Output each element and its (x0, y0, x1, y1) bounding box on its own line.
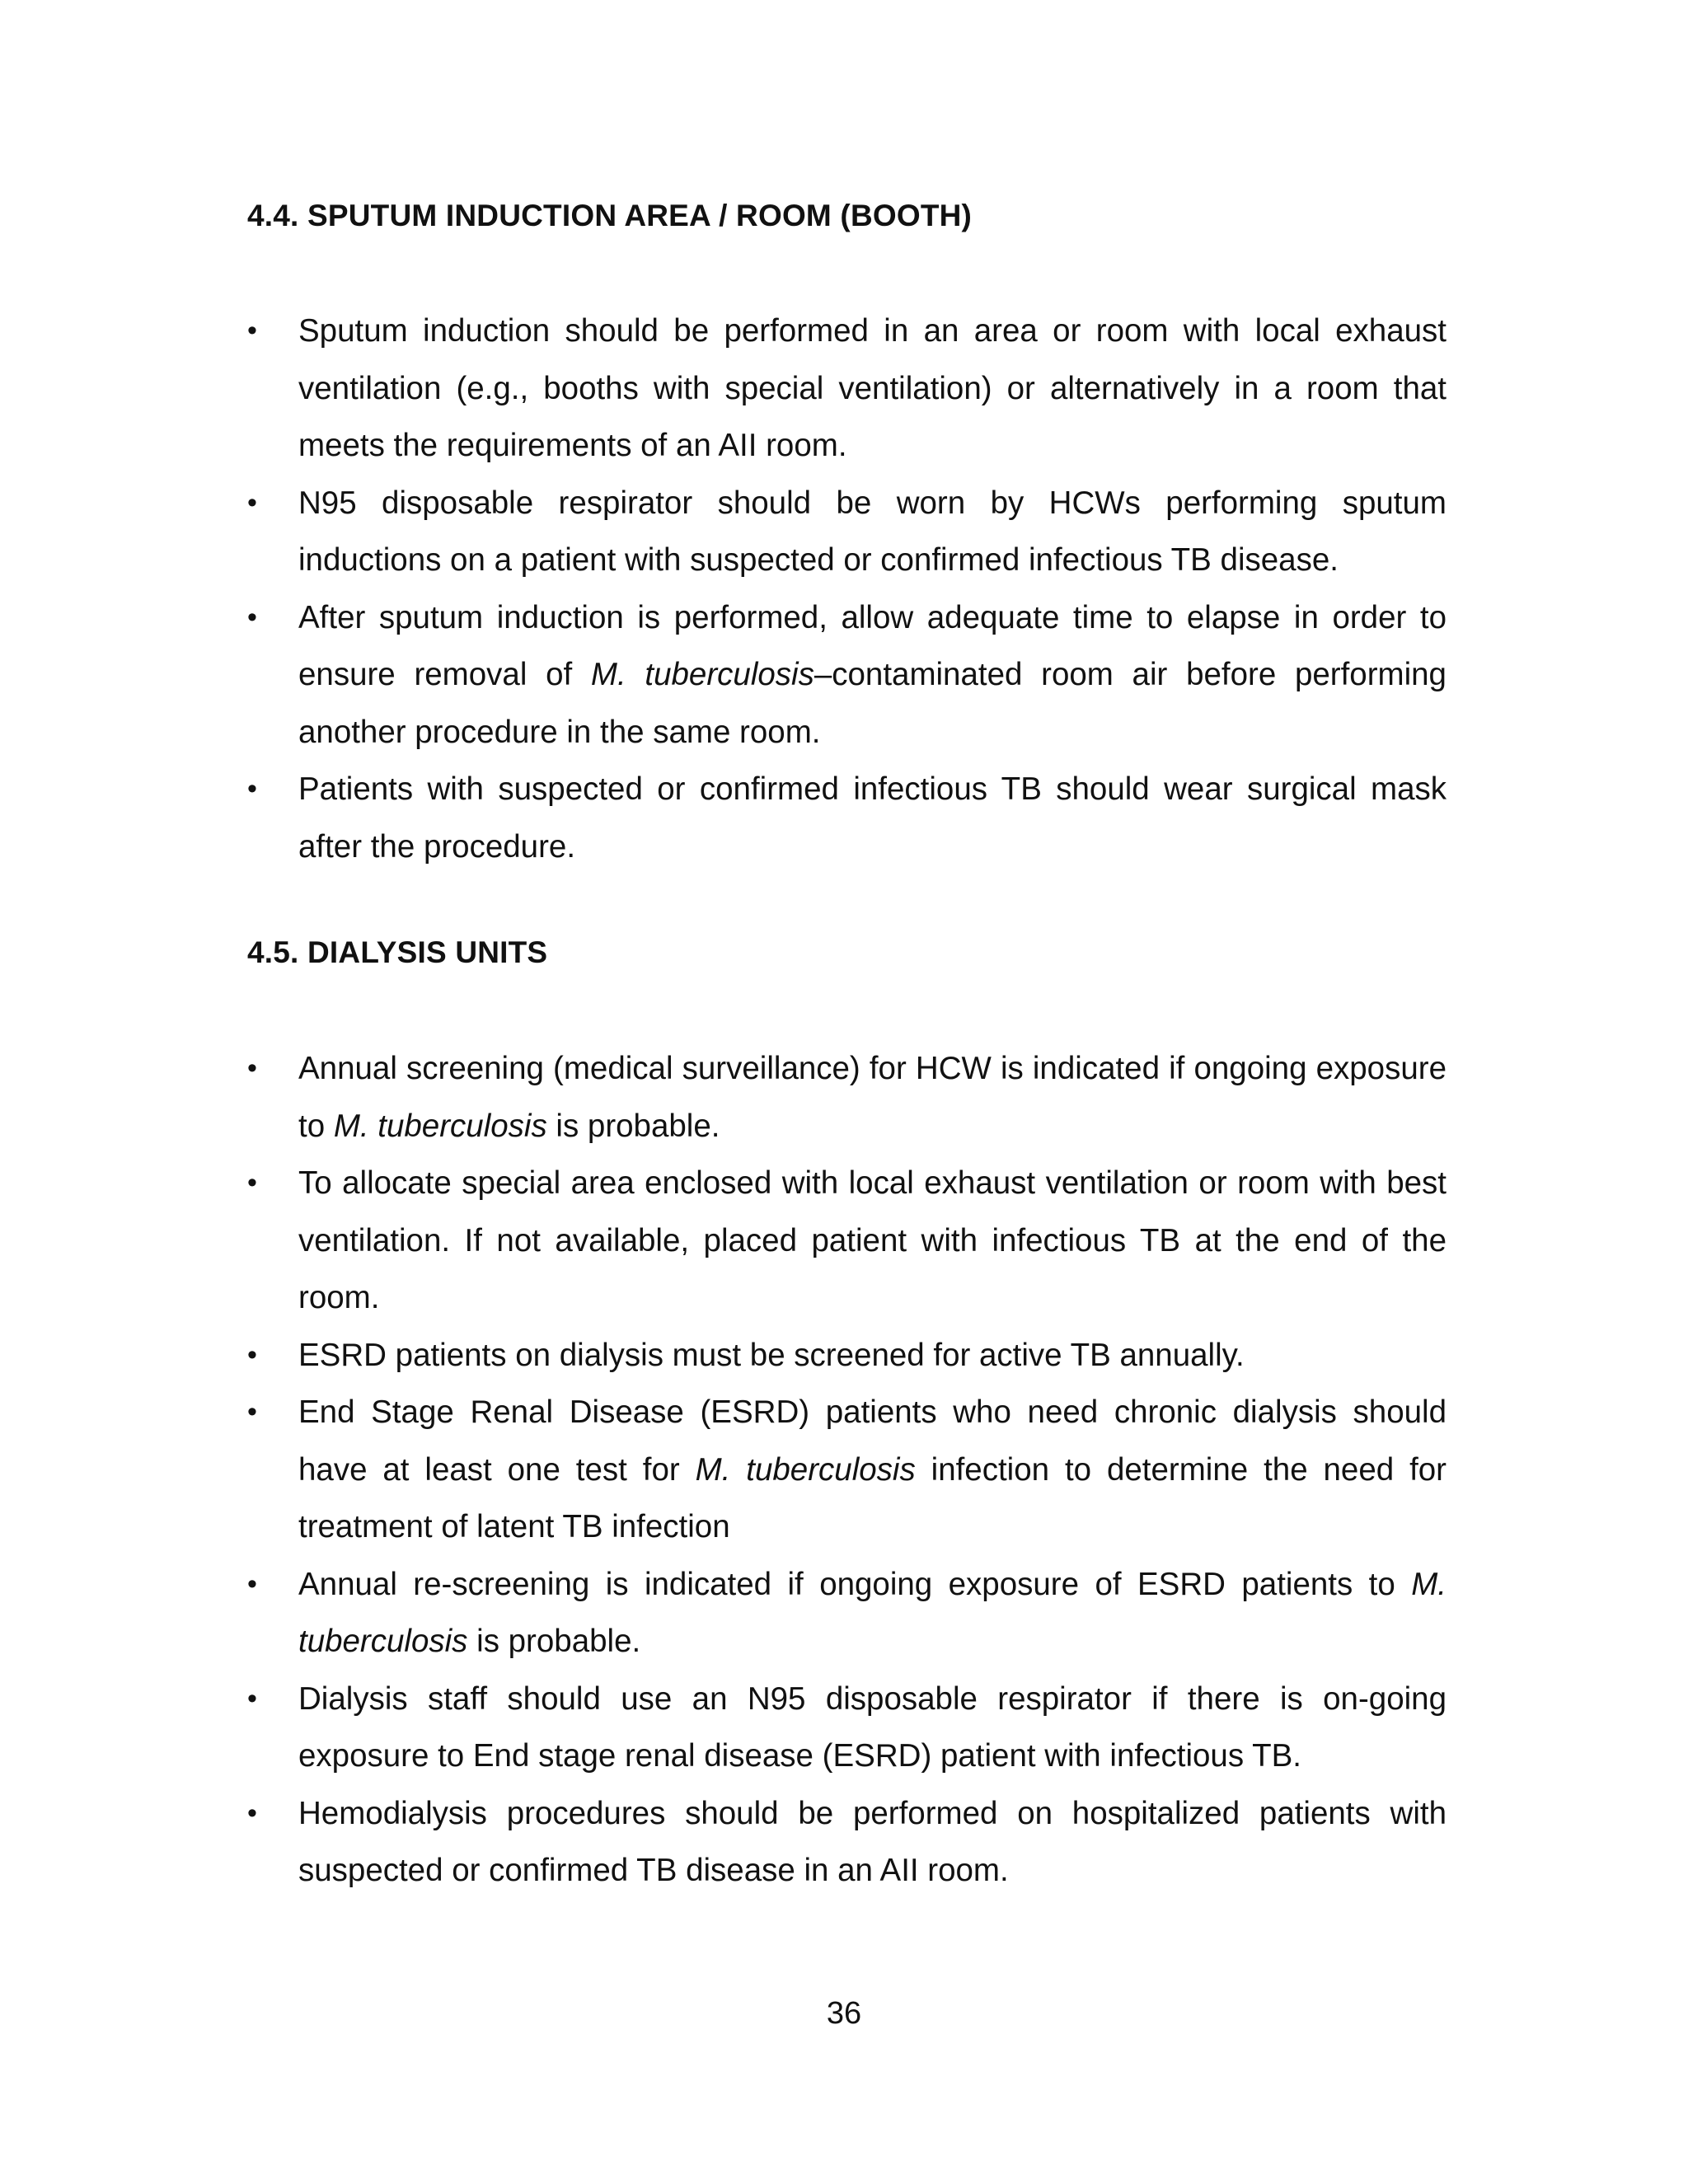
list-item-text: infection to determine the need for treatment of latent TB infection (298, 1451, 1447, 1544)
list-item-text: Annual screening (medical surveillance) for HCW is indicated if ongoing exposure to (298, 1051, 1447, 1144)
list-item (247, 1556, 1447, 1671)
list-item-text: Hemodialysis procedures should be performed on hospitalized patients with suspected or confirmed TB disease in an AII room. (298, 1795, 1447, 1888)
list-item-text: Annual re-screening is indicated if ongoing exposure of ESRD patients to (298, 1566, 1412, 1602)
bullet-icon: • (247, 1167, 257, 1198)
list-item (247, 475, 1447, 589)
list-item-text: End Stage Renal Disease (ESRD) patients who need chronic dialysis should have at least one test for (298, 1394, 1447, 1488)
bullet-icon: • (247, 1797, 257, 1829)
section-heading-dialysis-units: 4.5. DIALYSIS UNITS (247, 935, 548, 969)
section-heading-sputum-induction: 4.4. SPUTUM INDUCTION AREA / ROOM (BOOTH) (247, 199, 973, 232)
species-name: M. tuberculosis (695, 1451, 916, 1488)
bullet-icon: • (247, 773, 257, 804)
list-item (247, 1671, 1447, 1785)
bullet-icon: • (247, 1338, 257, 1371)
bullet-icon: • (247, 1396, 257, 1427)
list-item (247, 761, 1447, 875)
species-name: M. tuberculosis (590, 657, 814, 692)
bullet-icon: • (247, 315, 257, 346)
list-item (247, 1040, 1447, 1155)
list-item-text: is probable. (467, 1624, 641, 1659)
list-item (247, 1155, 1447, 1327)
bullet-list-dialysis-units (247, 1040, 1447, 1900)
bullet-icon: • (247, 1682, 257, 1714)
list-item-text: Patients with suspected or confirmed infectious TB should wear surgical mask after the procedure. (298, 771, 1447, 865)
list-item-text: After sputum induction is performed, allow adequate time to elapse in order to ensure removal of (298, 599, 1447, 692)
list-item (247, 589, 1447, 762)
bullet-icon: • (247, 1568, 257, 1600)
bullet-icon: • (247, 601, 257, 633)
list-item (247, 1384, 1447, 1556)
list-item-text: –contaminated room air before performing another procedure in the same room. (298, 657, 1447, 750)
list-item-text: To allocate special area enclosed with local exhaust ventilation or room with best ventilation. If not available, placed patient with infectious TB at the end of the room. (298, 1165, 1447, 1315)
bullet-icon: • (247, 486, 257, 518)
species-name: M. tuberculosis (298, 1566, 1447, 1659)
list-item-text: ESRD patients on dialysis must be screened for active TB annually. (298, 1337, 1245, 1373)
list-item-text: Sputum induction should be performed in an area or room with local exhaust ventilation (e.g., booths with special ventilation) or alternatively in a room that meets the requirements of an AII room. (298, 313, 1447, 463)
list-item-text: Dialysis staff should use an N95 disposable respirator if there is on-going exposure to End stage renal disease (ESRD) patient with infectious TB. (298, 1680, 1447, 1774)
list-item (247, 1327, 1447, 1385)
bullet-list-sputum-induction (247, 302, 1447, 875)
bullet-icon: • (247, 1052, 257, 1084)
species-name: M. tuberculosis (333, 1108, 547, 1144)
list-item-text: N95 disposable respirator should be worn by HCWs performing sputum inductions on a patient with suspected or confirmed infectious TB disease. (298, 485, 1447, 578)
list-item (247, 1785, 1447, 1900)
list-item-text: is probable. (546, 1108, 720, 1144)
page-number: 36 (826, 1996, 862, 2031)
list-item (247, 302, 1447, 475)
